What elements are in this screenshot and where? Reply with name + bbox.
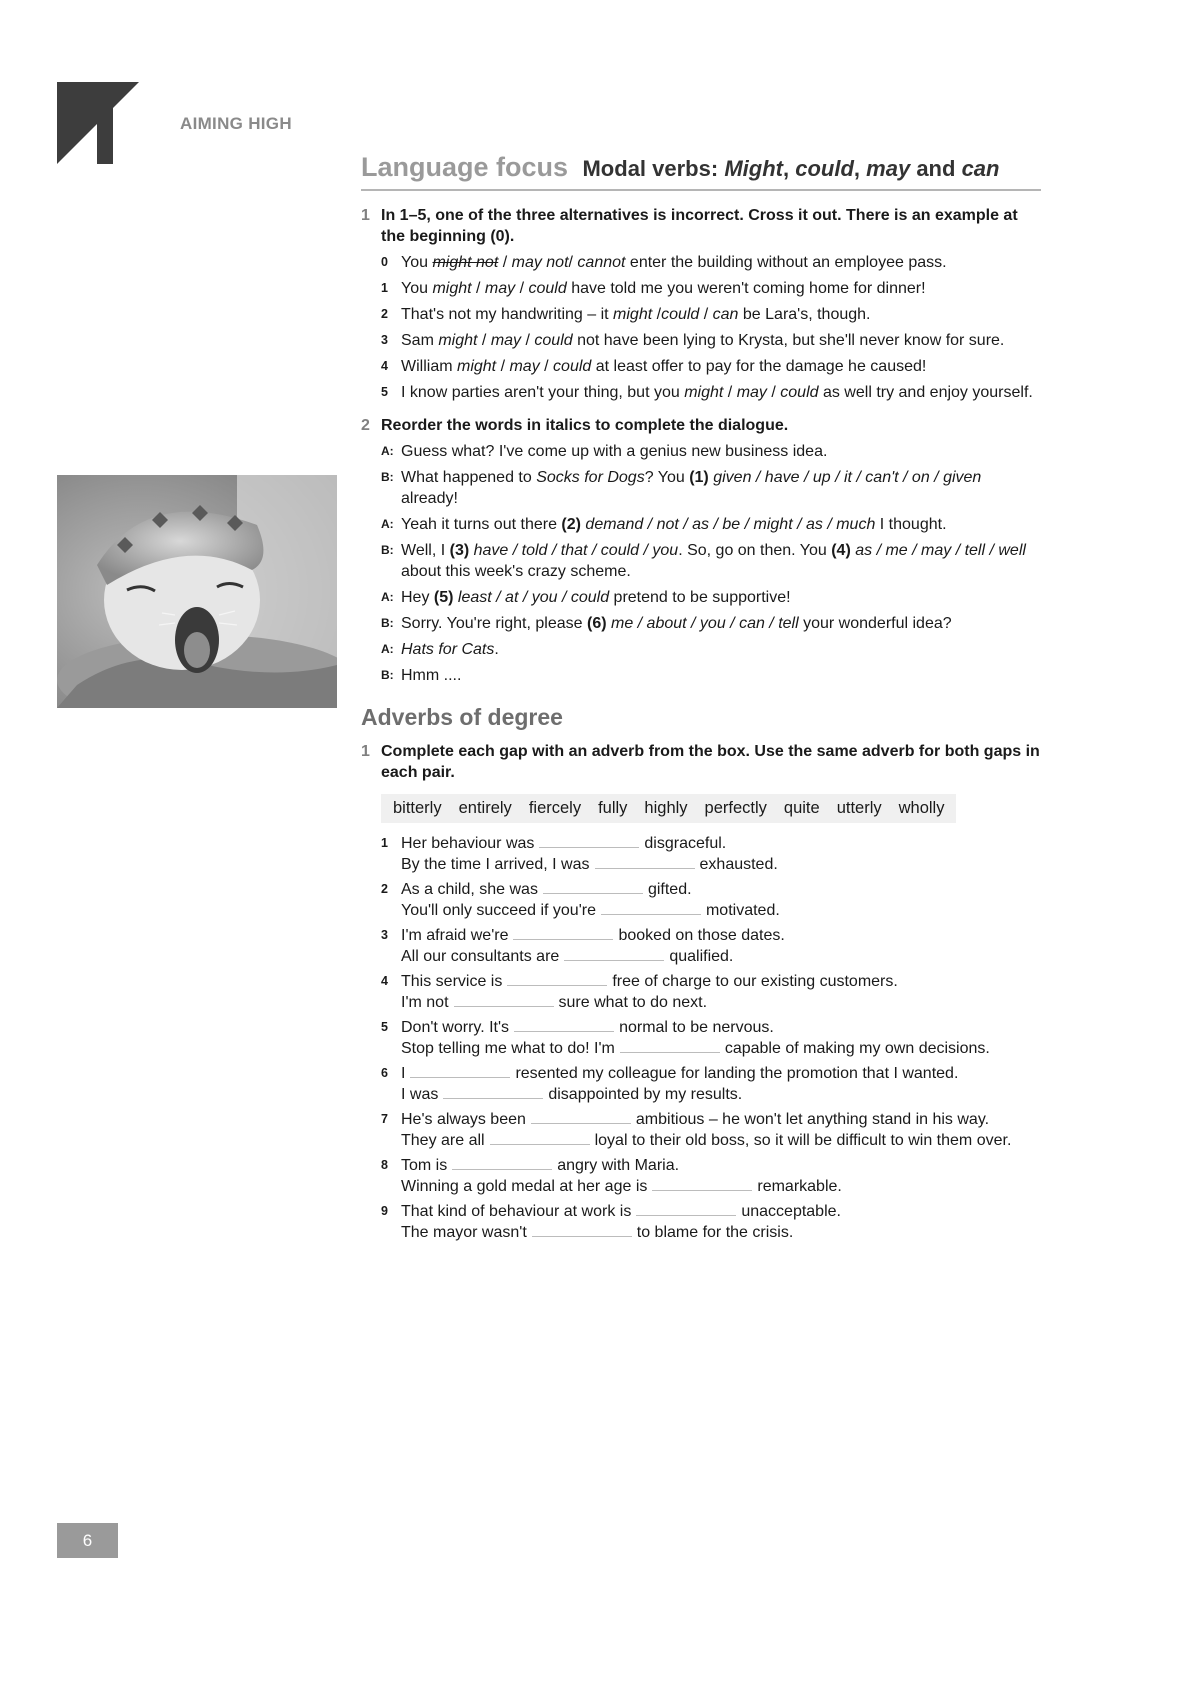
text: You'll only succeed if you're <box>401 902 596 919</box>
gap-pair <box>361 1155 1041 1197</box>
text: remarkable. <box>757 1178 842 1195</box>
sentence <box>401 1063 1041 1084</box>
answer-gap[interactable] <box>443 1084 543 1099</box>
text: ambitious – he won't let anything stand in his way. <box>635 1111 990 1128</box>
section-heading <box>361 152 1041 191</box>
alternative[interactable]: could <box>780 384 819 401</box>
answer-gap[interactable] <box>514 1017 614 1032</box>
sentence <box>401 879 1041 900</box>
unit-number-logo <box>57 82 139 164</box>
item-number: 3 <box>381 928 388 942</box>
text: booked on those dates. <box>618 927 785 944</box>
text: William <box>401 358 457 375</box>
item-number: 9 <box>381 1204 388 1218</box>
italic-words: Socks for Dogs <box>536 469 645 486</box>
text: about this week's crazy scheme. <box>401 563 631 580</box>
text: Well, I <box>401 542 450 559</box>
alternative[interactable]: cannot <box>577 254 626 271</box>
text: ? You <box>644 469 690 486</box>
alternative[interactable]: could <box>534 332 573 349</box>
sentence <box>401 1201 1041 1222</box>
text: They are all <box>401 1132 485 1149</box>
line-text <box>401 441 1041 462</box>
sentence <box>401 1038 1041 1059</box>
alternative[interactable]: might <box>438 332 478 349</box>
gap-number: (1) <box>689 469 709 486</box>
text: as well try and enjoy yourself. <box>818 384 1033 401</box>
text: motivated. <box>705 902 780 919</box>
separator: / <box>498 254 512 271</box>
text: I'm afraid we're <box>401 927 509 944</box>
word-option: fully <box>598 799 628 817</box>
item-text <box>401 278 1041 299</box>
text: normal to be nervous. <box>619 1019 774 1036</box>
answer-gap[interactable] <box>620 1038 720 1053</box>
sentence <box>401 971 1041 992</box>
item-number: 4 <box>381 359 388 373</box>
text: capable of making my own decisions. <box>724 1040 990 1057</box>
exercise-item <box>361 356 1041 377</box>
text: Winning a gold medal at her age is <box>401 1178 648 1195</box>
text: Stop telling me what to do! I'm <box>401 1040 615 1057</box>
alternative[interactable]: could <box>528 280 567 297</box>
sentence <box>401 1222 1041 1243</box>
line-text <box>401 613 1041 634</box>
sentence <box>401 925 1041 946</box>
line-text <box>401 514 1041 535</box>
italic-words: as / me / may / tell / well <box>850 542 1026 559</box>
adverbs-instruction: 1 Complete each gap with an adverb from the box. Use the same adverb for both gaps in each pair. <box>361 743 1040 781</box>
exercise-item <box>361 382 1041 403</box>
alternative[interactable]: may not <box>511 254 569 271</box>
sentence <box>401 1017 1041 1038</box>
alternative[interactable]: can <box>712 306 739 323</box>
exercise-1-instruction: 1 In 1–5, one of the three alternatives is incorrect. Cross it out. There is an example at the beginning (0). <box>361 207 1018 245</box>
text: gifted. <box>647 881 692 898</box>
text: You <box>401 254 433 271</box>
word-option: quite <box>783 799 820 817</box>
answer-gap[interactable] <box>513 925 613 940</box>
line-text <box>401 467 1041 509</box>
separator: / <box>539 358 554 375</box>
text: I thought. <box>875 516 947 533</box>
separator: / <box>521 332 535 349</box>
italic-words: have / told / that / could / you <box>469 542 679 559</box>
item-number: 1 <box>381 281 388 295</box>
separator: / <box>723 384 737 401</box>
text: He's always been <box>401 1111 526 1128</box>
answer-gap[interactable] <box>595 854 695 869</box>
adverbs-list <box>361 833 1041 1243</box>
separator: / <box>477 332 491 349</box>
item-number: 0 <box>381 255 388 269</box>
item-text <box>401 382 1041 403</box>
page-number: 6 <box>57 1523 118 1558</box>
exercise-item <box>361 252 1041 273</box>
text: Her behaviour was <box>401 835 535 852</box>
text: disappointed by my results. <box>548 1086 743 1103</box>
answer-gap[interactable] <box>410 1063 510 1078</box>
sentence <box>401 1176 1041 1197</box>
alternative[interactable]: may <box>484 280 516 297</box>
text: I know parties aren't your thing, but you <box>401 384 685 401</box>
sentence <box>401 854 1041 875</box>
gap-pair <box>361 1063 1041 1105</box>
alternative: might not <box>432 254 499 271</box>
sentence <box>401 1130 1041 1151</box>
text: already! <box>401 490 458 507</box>
answer-gap[interactable] <box>539 833 639 848</box>
answer-gap[interactable] <box>543 879 643 894</box>
speaker: B: <box>381 616 394 630</box>
italic-words: me / about / you / can / tell <box>606 615 799 632</box>
gap-pair <box>361 925 1041 967</box>
italic-words: demand / not / as / be / might / as / much <box>580 516 876 533</box>
item-number: 5 <box>381 1020 388 1034</box>
item-number: 2 <box>381 882 388 896</box>
modal-verbs-title: Modal verbs: Might, could, may and can <box>582 156 1000 181</box>
speaker: A: <box>381 590 394 604</box>
word-box <box>381 794 956 823</box>
text: You <box>401 280 433 297</box>
answer-gap[interactable] <box>652 1176 752 1191</box>
item-number: 3 <box>381 333 388 347</box>
text: I'm not <box>401 994 449 1011</box>
line-text <box>401 587 1041 608</box>
main-content <box>361 152 1041 1243</box>
pair-text <box>401 1201 1041 1243</box>
speaker: A: <box>381 444 394 458</box>
pair-text <box>401 879 1041 921</box>
word-option: fiercely <box>528 799 582 817</box>
text: at least offer to pay for the damage he caused! <box>591 358 927 375</box>
line-text <box>401 639 1041 660</box>
exercise-2-instruction: 2 Reorder the words in italics to complete the dialogue. <box>361 417 789 434</box>
text: Hey <box>401 589 434 606</box>
text: free of charge to our existing customers. <box>612 973 898 990</box>
word-option: wholly <box>898 799 945 817</box>
answer-gap[interactable] <box>507 971 607 986</box>
gap-pair <box>361 971 1041 1013</box>
answer-gap[interactable] <box>454 992 554 1007</box>
text: disgraceful. <box>644 835 727 852</box>
text: . So, go on then. You <box>678 542 832 559</box>
yawning-cat-photo <box>57 475 337 708</box>
separator: / <box>568 254 578 271</box>
text: have told me you weren't coming home for dinner! <box>566 280 926 297</box>
separator: / <box>496 358 510 375</box>
sentence <box>401 900 1041 921</box>
text: All our consultants are <box>401 948 560 965</box>
text: exhausted. <box>699 856 778 873</box>
dialogue-line <box>361 613 1041 634</box>
item-number: 4 <box>381 974 388 988</box>
pair-text <box>401 925 1041 967</box>
alternative[interactable]: might <box>432 280 472 297</box>
text: qualified. <box>669 948 734 965</box>
text: Sorry. You're right, please <box>401 615 587 632</box>
alternative[interactable]: could <box>661 306 700 323</box>
text: . <box>494 641 499 658</box>
italic-words: least / at / you / could <box>453 589 610 606</box>
alternative[interactable]: might <box>457 358 497 375</box>
pair-text <box>401 971 1041 1013</box>
gap-pair <box>361 833 1041 875</box>
line-text <box>401 540 1041 582</box>
text: loyal to their old boss, so it will be difficult to win them over. <box>594 1132 1012 1149</box>
dialogue-line <box>361 467 1041 509</box>
speaker: B: <box>381 543 394 557</box>
dialogue <box>361 441 1041 686</box>
italic-words: given / have / up / it / can't / on / given <box>708 469 982 486</box>
word-option: highly <box>644 799 688 817</box>
unit-label: AIMING HIGH <box>180 114 292 133</box>
sentence <box>401 1109 1041 1130</box>
separator: / <box>652 306 662 323</box>
text: That's not my handwriting – it <box>401 306 614 323</box>
sentence <box>401 992 1041 1013</box>
text: Sam <box>401 332 439 349</box>
pair-text <box>401 1109 1041 1151</box>
sentence <box>401 1084 1041 1105</box>
alternative[interactable]: could <box>553 358 592 375</box>
separator: / <box>515 280 529 297</box>
text: to blame for the crisis. <box>636 1224 794 1241</box>
separator: / <box>766 384 781 401</box>
text: Hmm .... <box>401 667 462 684</box>
item-text <box>401 304 1041 325</box>
text: I <box>401 1065 406 1082</box>
text: Don't worry. It's <box>401 1019 510 1036</box>
gap-number: (2) <box>561 516 581 533</box>
speaker: A: <box>381 517 394 531</box>
text: angry with Maria. <box>557 1157 680 1174</box>
text: Tom is <box>401 1157 448 1174</box>
line-text <box>401 665 1041 686</box>
text: sure what to do next. <box>558 994 708 1011</box>
item-number: 7 <box>381 1112 388 1126</box>
text: This service is <box>401 973 503 990</box>
word-option: utterly <box>836 799 882 817</box>
text: Yeah it turns out there <box>401 516 562 533</box>
sentence <box>401 1155 1041 1176</box>
exercise-item <box>361 330 1041 351</box>
gap-pair <box>361 1201 1041 1243</box>
gap-number: (5) <box>433 589 454 606</box>
answer-gap[interactable] <box>490 1130 590 1145</box>
item-text <box>401 252 1041 273</box>
text: resented my colleague for landing the promotion that I wanted. <box>515 1065 959 1082</box>
text: What happened to <box>401 469 537 486</box>
gap-number: (6) <box>586 615 607 632</box>
exercise-item <box>361 304 1041 325</box>
alternative[interactable]: may <box>736 384 767 401</box>
answer-gap[interactable] <box>532 1222 632 1237</box>
gap-pair <box>361 879 1041 921</box>
word-option: bitterly <box>393 799 442 817</box>
adverbs-heading: Adverbs of degree <box>361 704 563 730</box>
answer-gap[interactable] <box>636 1201 736 1216</box>
text: By the time I arrived, I was <box>401 856 590 873</box>
pair-text <box>401 833 1041 875</box>
item-number: 8 <box>381 1158 388 1172</box>
text: pretend to be supportive! <box>609 589 791 606</box>
pair-text <box>401 1063 1041 1105</box>
alternative[interactable]: may <box>490 332 522 349</box>
pair-text <box>401 1155 1041 1197</box>
dialogue-line <box>361 540 1041 582</box>
gap-number: (4) <box>831 542 851 559</box>
answer-gap[interactable] <box>531 1109 631 1124</box>
item-number: 1 <box>381 836 388 850</box>
text: be Lara's, though. <box>738 306 871 323</box>
separator: / <box>471 280 485 297</box>
pair-text <box>401 1017 1041 1059</box>
text: your wonderful idea? <box>798 615 952 632</box>
text: enter the building without an employee pass. <box>625 254 947 271</box>
text: Guess what? I've come up with a genius new business idea. <box>401 443 828 460</box>
gap-pair <box>361 1017 1041 1059</box>
gap-number: (3) <box>449 542 470 559</box>
dialogue-line <box>361 587 1041 608</box>
speaker: B: <box>381 668 394 682</box>
dialogue-line <box>361 639 1041 660</box>
item-number: 5 <box>381 385 388 399</box>
text: As a child, she was <box>401 881 538 898</box>
language-focus-title: Language focus <box>361 152 569 182</box>
alternative[interactable]: may <box>509 358 540 375</box>
word-option: perfectly <box>704 799 767 817</box>
text: unacceptable. <box>741 1203 841 1220</box>
dialogue-line <box>361 441 1041 462</box>
sentence <box>401 833 1041 854</box>
item-number: 2 <box>381 307 388 321</box>
separator: / <box>699 306 713 323</box>
dialogue-line <box>361 665 1041 686</box>
speaker: B: <box>381 470 394 484</box>
gap-pair <box>361 1109 1041 1151</box>
word-option: entirely <box>458 799 512 817</box>
item-number: 6 <box>381 1066 388 1080</box>
text: The mayor wasn't <box>401 1224 527 1241</box>
item-text <box>401 330 1041 351</box>
italic-words: Hats for Cats <box>401 641 495 658</box>
dialogue-line <box>361 514 1041 535</box>
alternative[interactable]: might <box>613 306 653 323</box>
text: That kind of behaviour at work is <box>401 1203 632 1220</box>
item-text <box>401 356 1041 377</box>
answer-gap[interactable] <box>452 1155 552 1170</box>
sentence <box>401 946 1041 967</box>
text: I was <box>401 1086 439 1103</box>
exercise-1-list <box>361 252 1041 403</box>
alternative[interactable]: might <box>684 384 724 401</box>
speaker: A: <box>381 642 394 656</box>
answer-gap[interactable] <box>564 946 664 961</box>
exercise-item <box>361 278 1041 299</box>
text: not have been lying to Krysta, but she'll never know for sure. <box>572 332 1005 349</box>
answer-gap[interactable] <box>601 900 701 915</box>
